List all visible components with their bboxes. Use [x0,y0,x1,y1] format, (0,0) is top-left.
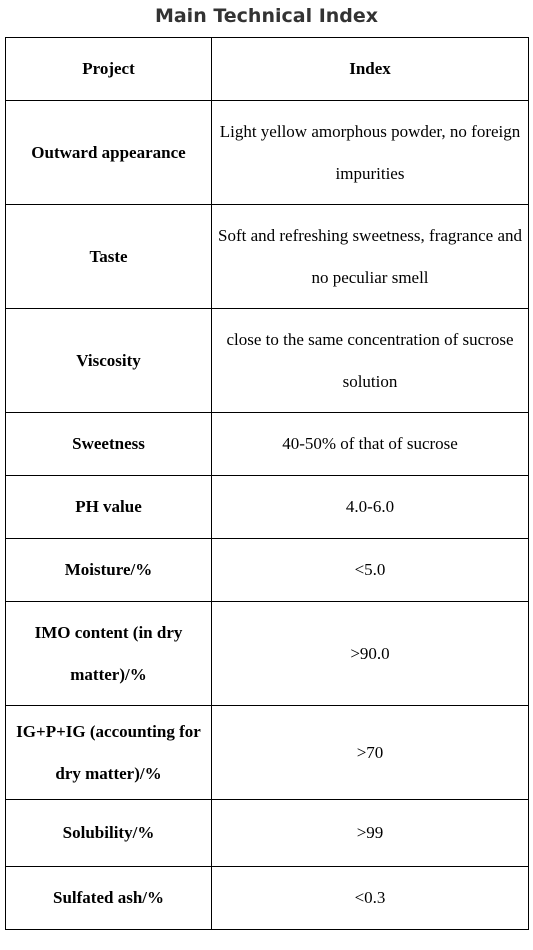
table-row [6,539,529,602]
index-cell: >99 [212,800,529,867]
project-cell: Moisture/% [6,539,212,602]
index-cell: Light yellow amorphous powder, no foreign impurities [212,101,529,205]
table-row [6,706,529,800]
project-cell: Taste [6,205,212,309]
index-cell: close to the same concentration of sucrose solution [212,309,529,413]
index-cell: 4.0-6.0 [212,476,529,539]
table-row [6,602,529,706]
index-cell: <0.3 [212,867,529,930]
project-cell: Solubility/% [6,800,212,867]
project-cell: Sulfated ash/% [6,867,212,930]
project-cell: Sweetness [6,413,212,476]
page-title: Main Technical Index [154,5,379,27]
table-row [6,800,529,867]
column-header-index: Index [212,38,529,101]
project-cell: IG+P+IG (accounting for dry matter)/% [6,706,212,800]
project-cell: PH value [6,476,212,539]
project-cell: Viscosity [6,309,212,413]
project-cell: IMO content (in dry matter)/% [6,602,212,706]
index-cell: 40-50% of that of sucrose [212,413,529,476]
column-header-project: Project [6,38,212,101]
table-row [6,476,529,539]
table-row [6,205,529,309]
index-cell: Soft and refreshing sweetness, fragrance and no peculiar smell [212,205,529,309]
table-header-row [6,38,529,101]
table-row [6,413,529,476]
project-cell: Outward appearance [6,101,212,205]
table-row [6,309,529,413]
table-row [6,101,529,205]
index-cell: <5.0 [212,539,529,602]
table-row [6,867,529,930]
index-cell: >90.0 [212,602,529,706]
index-cell: >70 [212,706,529,800]
technical-index-table [5,37,529,930]
